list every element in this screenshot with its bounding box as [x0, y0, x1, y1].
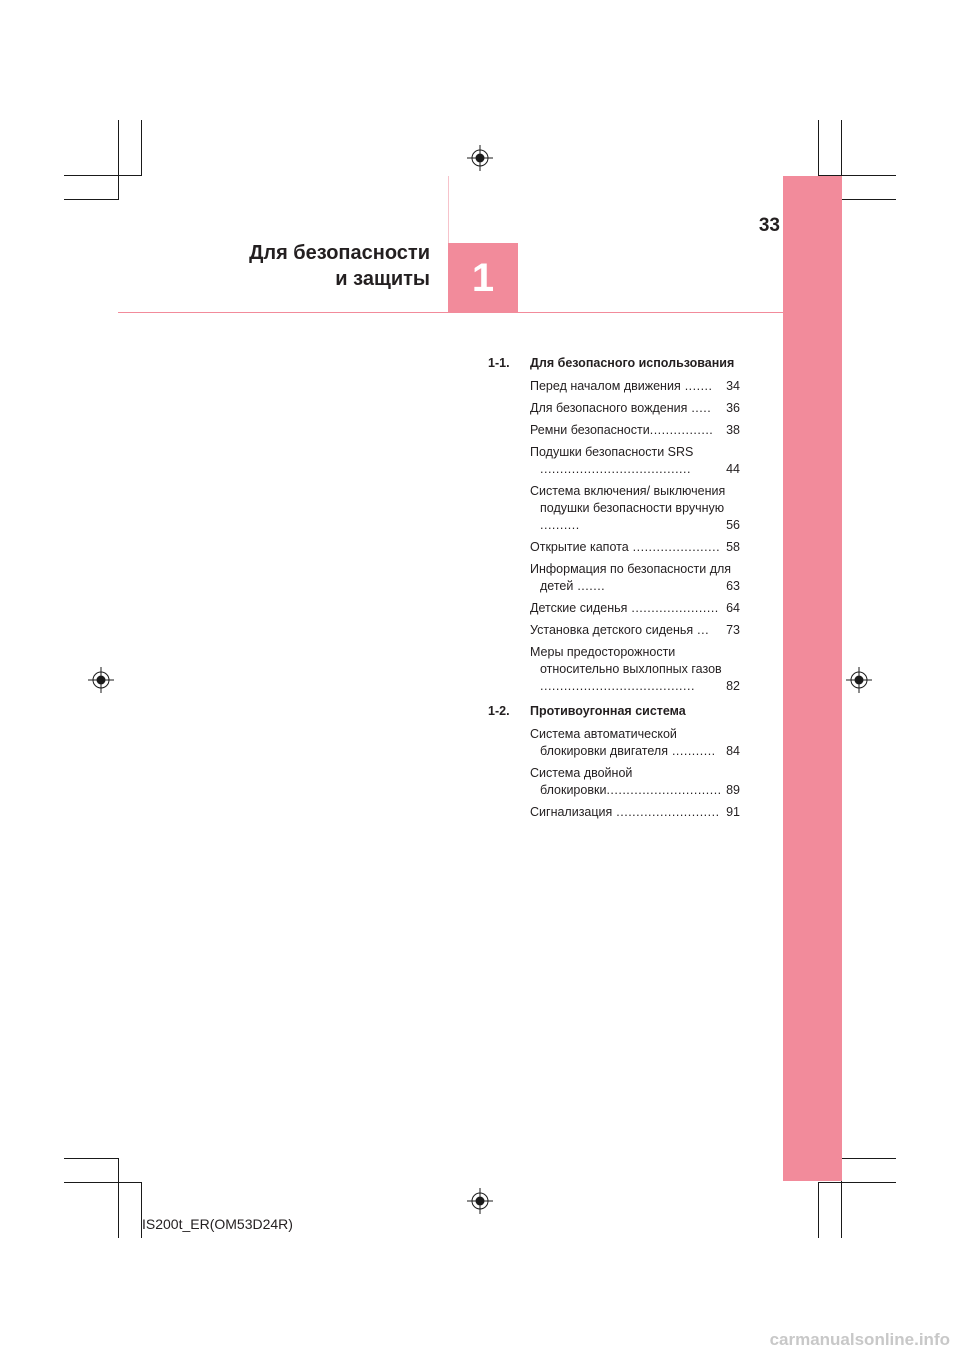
crop-mark: [64, 1158, 119, 1159]
chapter-number-box: 1: [448, 243, 518, 313]
chapter-title-line1: Для безопасности: [249, 242, 430, 264]
crop-mark: [118, 1158, 119, 1238]
crop-mark: [141, 120, 142, 176]
watermark-text: carmanualsonline.info: [769, 1330, 950, 1349]
section-title: Противоугонная система: [530, 704, 686, 718]
crop-mark: [64, 1182, 142, 1183]
toc-entry[interactable]: Сигнализация .......................... 91: [530, 805, 740, 819]
toc-entry[interactable]: Ремни безопасности................ 38: [530, 423, 740, 437]
entry-label: Детские сиденья: [530, 601, 628, 615]
entry-label: Для безопасного вождения: [530, 401, 688, 415]
toc-entry[interactable]: Установка детского сиденья ... 73: [530, 623, 740, 637]
side-tab-bar: [783, 176, 842, 1181]
registration-mark-icon: [88, 667, 114, 693]
table-of-contents: [488, 355, 740, 826]
toc-section-heading[interactable]: [488, 703, 740, 720]
entry-page: 44: [726, 462, 740, 476]
toc-entry[interactable]: Система автоматической блокировки двигателя ........... 84: [530, 727, 740, 758]
entry-label: Сигнализация: [530, 805, 613, 819]
section-title: Для безопасного использования: [530, 356, 735, 370]
document-code: IS200t_ER(OM53D24R): [142, 1216, 293, 1232]
toc-entry[interactable]: Открытие капота ...................... 58: [530, 540, 740, 554]
toc-entry[interactable]: Информация по безопасности для детей ....... 63: [530, 562, 740, 593]
toc-entry[interactable]: Подушки безопасности SRS ...................................... 44: [530, 445, 740, 476]
entry-page: 89: [726, 783, 740, 797]
entry-label: Установка детского сиденья: [530, 623, 694, 637]
toc-entry[interactable]: Для безопасного вождения ..... 36: [530, 401, 740, 415]
toc-entry[interactable]: Перед началом движения ....... 34: [530, 379, 740, 393]
entry-page: 73: [726, 623, 740, 637]
entry-label: Меры предосторожности относительно выхлопных газов: [530, 645, 722, 676]
crop-mark: [118, 120, 119, 200]
entry-page: 84: [726, 744, 740, 758]
toc-entry[interactable]: Меры предосторожности относительно выхлопных газов ....................................... 82: [530, 645, 740, 693]
entry-page: 82: [726, 679, 740, 693]
toc-section-heading[interactable]: [488, 355, 740, 372]
entry-label: Ремни безопасности: [530, 423, 650, 437]
entry-page: 56: [726, 518, 740, 532]
page-number: 33: [758, 215, 780, 236]
toc-entry[interactable]: Детские сиденья ...................... 64: [530, 601, 740, 615]
entry-label: Система включения/ выключения подушки безопасности вручную: [530, 484, 726, 515]
crop-mark: [818, 120, 819, 176]
entry-page: 38: [726, 423, 740, 437]
entry-page: 63: [726, 579, 740, 593]
section-number: 1-1.: [488, 356, 510, 370]
entry-label: Перед началом движения: [530, 379, 681, 393]
entry-page: 91: [726, 805, 740, 819]
entry-label: Система автоматической блокировки двигателя: [530, 727, 677, 758]
entry-page: 36: [726, 401, 740, 415]
entry-page: 58: [726, 540, 740, 554]
chapter-title-line2: и защиты: [335, 268, 430, 290]
entry-label: Подушки безопасности SRS: [530, 445, 694, 459]
crop-mark: [841, 1158, 896, 1159]
registration-mark-icon: [846, 667, 872, 693]
entry-label: Открытие капота: [530, 540, 629, 554]
entry-page: 64: [726, 601, 740, 615]
toc-entry[interactable]: Система двойной блокировки............................. 89: [530, 766, 740, 797]
crop-mark: [64, 175, 142, 176]
toc-entry[interactable]: Система включения/ выключения подушки безопасности вручную .......... 56: [530, 484, 740, 532]
crop-mark: [818, 1182, 819, 1238]
section-number: 1-2.: [488, 704, 510, 718]
crop-mark: [818, 1182, 896, 1183]
entry-label: Система двойной блокировки: [530, 766, 633, 797]
entry-label: Информация по безопасности для детей: [530, 562, 732, 593]
registration-mark-icon: [467, 1188, 493, 1214]
registration-mark-icon: [467, 145, 493, 171]
entry-page: 34: [726, 379, 740, 393]
crop-mark: [841, 199, 896, 200]
crop-mark: [64, 199, 119, 200]
